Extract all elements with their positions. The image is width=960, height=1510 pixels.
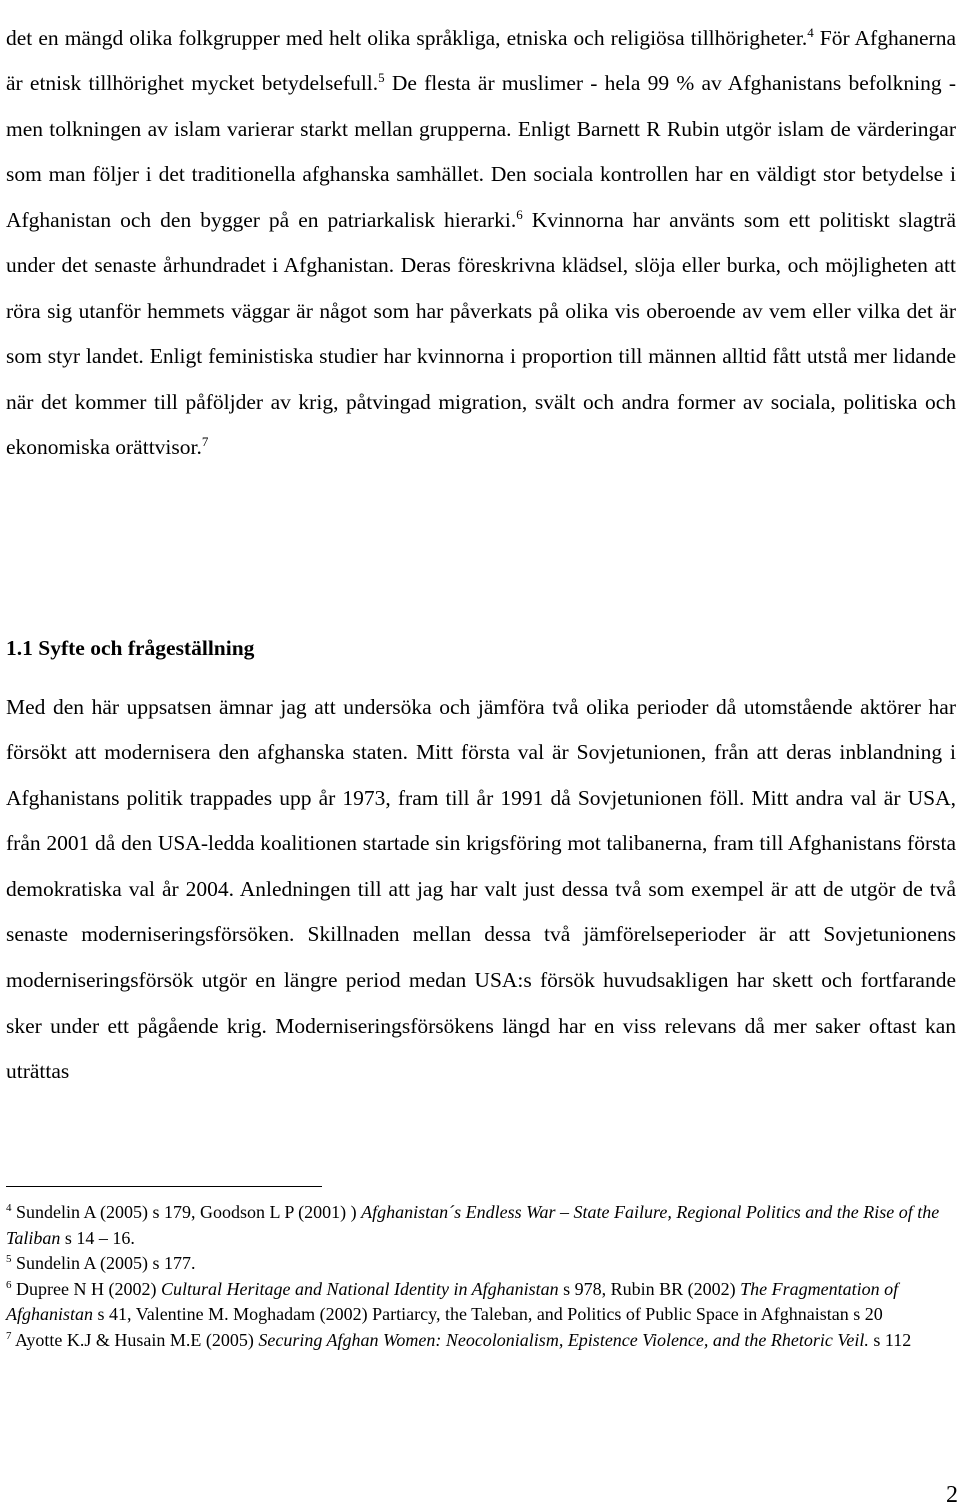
section-heading: 1.1 Syfte och frågeställning [6, 636, 255, 660]
footnote-text: s 978, Rubin BR (2002) [558, 1278, 741, 1299]
text-run: Kvinnorna har använts som ett politiskt slagträ under det senaste århundradet i Afghanistan. Deras föreskrivna klädsel, slöja eller burka, och möjligheten att röra sig utanför hemmets väggar är något som har påverkats på olika vis oberoende av vem eller vilka det är som styr landet. Enligt feministiska studier har kvinnorna i proportion till männen alltid fått utstå mer lidande när det kommer till påföljder av krig, påtvingad migration, svält och andra former av sociala, politiska och ekonomiska orättvisor. [6, 207, 956, 459]
footnote-text: Ayotte K.J & Husain M.E (2005) [11, 1329, 259, 1350]
footnote-text: s 14 – 16. [60, 1227, 135, 1248]
footnote-ref[interactable]: 4 [807, 24, 814, 40]
footnote-number: 7 [6, 1329, 12, 1342]
footnote-text: s 112 [868, 1329, 912, 1350]
body-paragraph: Med den här uppsatsen ämnar jag att undersöka och jämföra två olika perioder då utomstående aktörer har försökt att modernisera den afghanska staten. Mitt första val är Sovjetunionen, från att deras inblandning i Afghanistans politik trappades upp år 1973, fram till år 1991 då Sovjetunionen föll. Mitt andra val är USA, från 2001 då den USA-ledda koalitionen startade sin krigsföring mot talibanerna, fram till Afghanistans första demokratiska val år 2004. Anledningen till att jag har valt just dessa två som exempel är att de utgör de två senaste moderniseringsförsöken. Skillnaden mellan dessa två jämförelseperioder är att Sovjetunionens moderniseringsförsök utgör en längre period medan USA:s försök huvudsakligen har skett och fortfarande sker under ett pågående krig. Moderniseringsförsökens längd har en viss relevans då mer saker oftast kan uträttas [6, 694, 956, 1084]
footnote-text: s 41, Valentine M. Moghadam (2002) Partiarcy, the Taleban, and Politics of Public Space in Afghnaistan s 20 [93, 1304, 883, 1324]
footnote-title: Cultural Heritage and National Identity in Afghanistan [160, 1278, 559, 1299]
footnote [6, 1328, 956, 1354]
footnote-number: 5 [6, 1253, 12, 1265]
footnotes [6, 1200, 956, 1353]
footnote-text: Sundelin A (2005) s 177. [11, 1253, 196, 1273]
footnote [6, 1277, 956, 1328]
text-run: För Afghanerna är etnisk tillhörighet mycket betydelsefull. [6, 25, 956, 95]
footnote-number: 6 [6, 1278, 12, 1291]
text-run: De flesta är muslimer - hela 99 % av Afghanistans befolkning - men tolkningen av islam varierar starkt mellan grupperna. Enligt Barnett R Rubin utgör islam de värderingar som man följer i det traditionella afghanska samhället. Den sociala kontrollen har en väldigt stor betydelse i Afghanistan och den bygger på en patriarkalisk hierarki. [6, 71, 956, 232]
footnote-title: Afghanistan´s Endless War – State Failure, Regional Politics and the Rise of the Taliban [6, 1202, 940, 1248]
footnote-ref[interactable]: 7 [201, 433, 209, 449]
footnote-separator [6, 1186, 322, 1187]
text-run: det en mängd olika folkgrupper med helt olika språkliga, etniska och religiösa tillhörigheter. [6, 25, 808, 50]
footnote-text: Dupree N H (2002) [11, 1278, 161, 1299]
footnote [6, 1251, 956, 1277]
page-number: 2 [946, 1482, 958, 1508]
footnote-title: The Fragmentation of Afghanistan [6, 1278, 899, 1324]
footnote-title: Securing Afghan Women: Neocolonialism, Epistence Violence, and the Rhetoric Veil. [258, 1329, 869, 1350]
body-paragraph [6, 16, 956, 471]
footnote-text: Sundelin A (2005) s 179, Goodson L P (2001) ) [11, 1202, 362, 1222]
footnote-ref[interactable]: 5 [378, 69, 385, 85]
footnote [6, 1200, 956, 1251]
footnote-number: 4 [6, 1202, 12, 1214]
footnote-ref[interactable]: 6 [516, 206, 523, 222]
